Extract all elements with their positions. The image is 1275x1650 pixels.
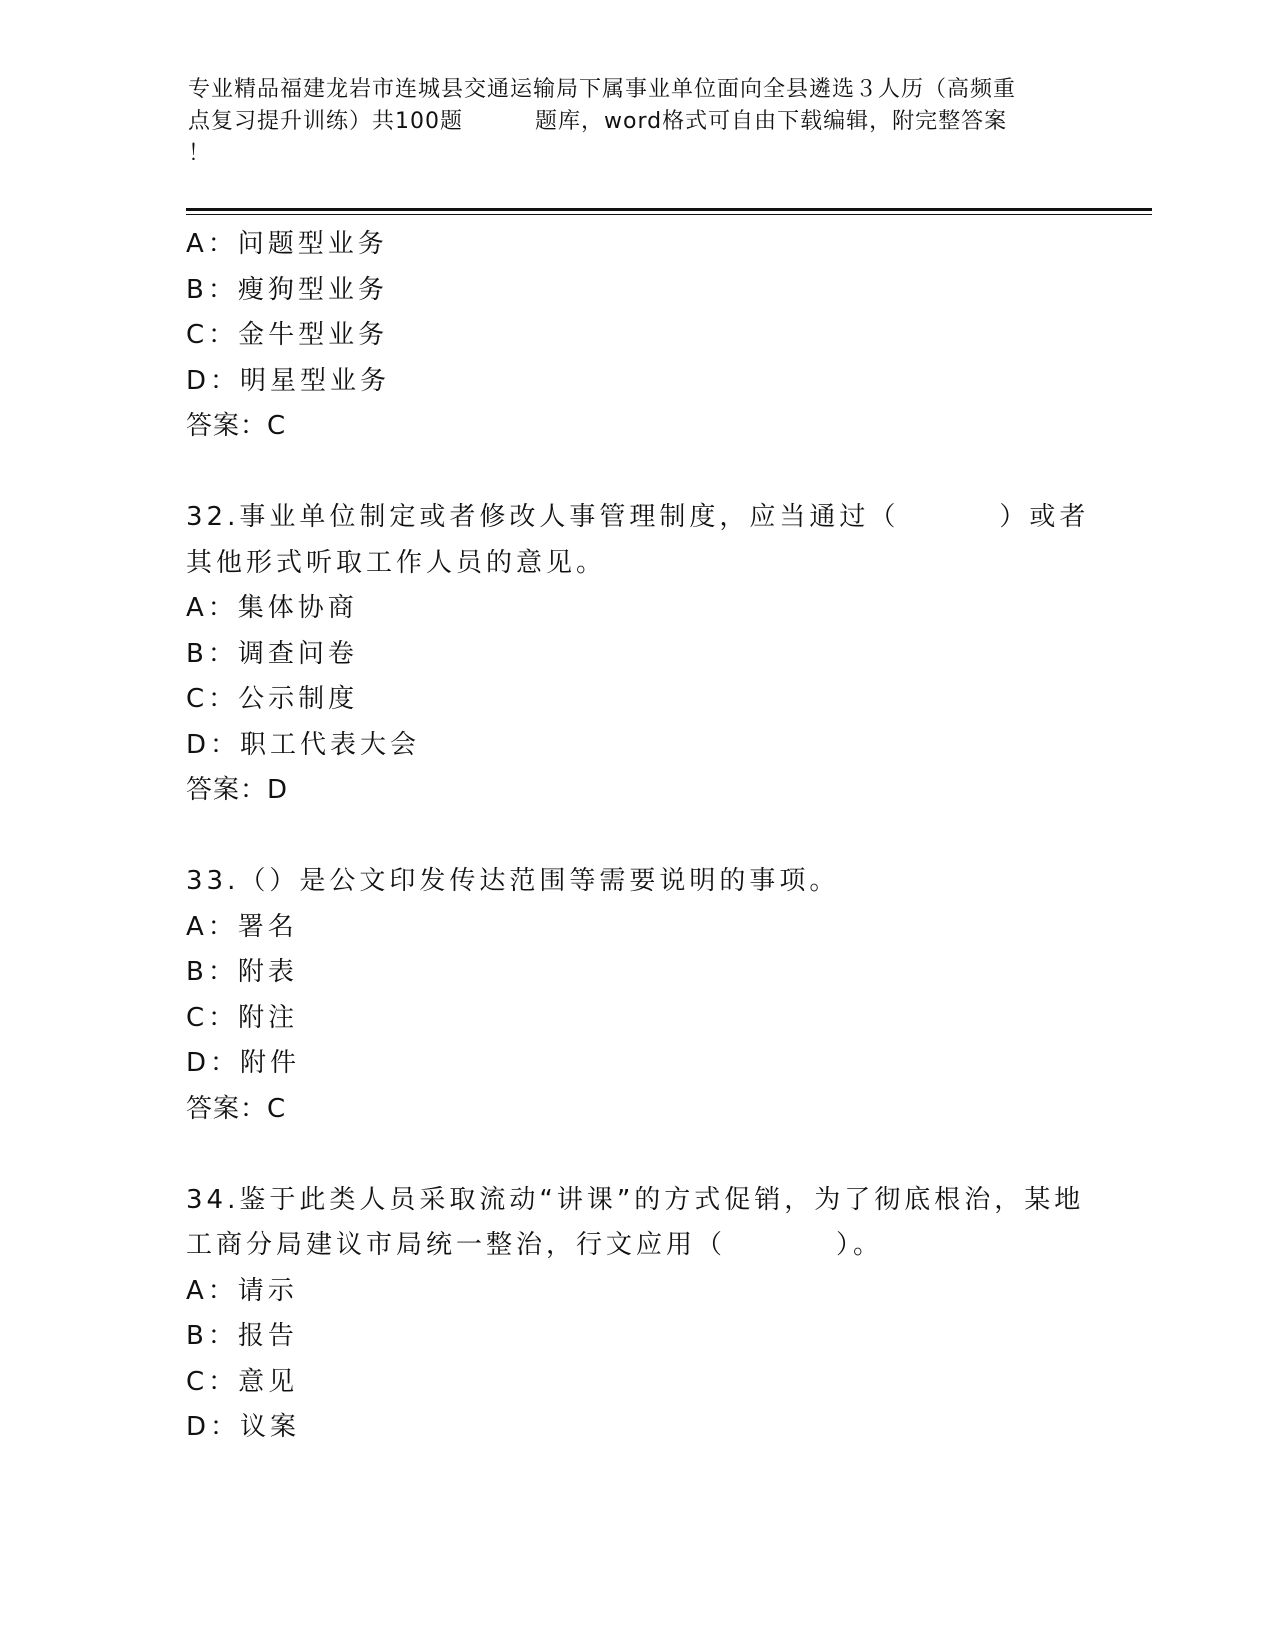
answer: 答案：C [186,1093,287,1124]
header-line-2-end: 题库，word格式可自由下载编辑，附完整答案 [535,109,1008,134]
header-line-2 [188,106,1088,138]
question-34 [186,1178,1086,1451]
stem-start: 32.事业单位制定或者修改人事管理制度，应当通过（ [186,502,900,532]
header-line-1: 专业精品福建龙岩市连城县交通运输局下属事业单位面向全县遴选３人历（高频重 [188,77,1017,102]
stem-end: ）。 [836,1230,884,1260]
question-31 [186,222,1086,450]
option-c: C：金牛型业务 [186,320,389,350]
option-a: A：集体协商 [186,593,358,623]
option-a: A：请示 [186,1275,298,1306]
header-line-2-start: 点复习提升训练）共100题 [188,109,463,134]
option-a: A：问题型业务 [186,229,388,259]
header-line-3: ！ [188,141,212,166]
option-d: D：明星型业务 [186,365,391,396]
option-d: D：职工代表大会 [186,729,421,760]
option-a: A：署名 [186,911,298,942]
question-stem [186,495,1090,541]
option-c: C：公示制度 [186,684,359,714]
question-stem: 33.（）是公文印发传达范围等需要说明的事项。 [186,866,840,896]
answer: 答案：C [186,411,287,441]
header-rule-thin [186,214,1152,215]
header-rule-thick [186,208,1152,211]
option-b: B：附表 [186,957,298,987]
option-c: C：附注 [186,1002,299,1033]
question-32 [186,495,1090,814]
option-d: D：议案 [186,1412,301,1442]
question-stem-cont [186,1223,1086,1269]
stem-start: 工商分局建议市局统一整治，行文应用（ [186,1230,727,1260]
question-33 [186,859,1086,1132]
option-b: B：报告 [186,1321,298,1351]
option-b: B：调查问卷 [186,638,358,669]
stem-end: ）或者 [999,502,1090,532]
question-list [186,222,1090,1451]
option-b: B：瘦狗型业务 [186,274,388,305]
question-stem: 34.鉴于此类人员采取流动“讲课”的方式促销，为了彻底根治，某地 [186,1184,1085,1215]
answer: 答案：D [186,775,289,805]
question-stem-cont: 其他形式听取工作人员的意见。 [186,547,607,578]
document-header [188,74,1088,170]
option-c: C：意见 [186,1366,299,1397]
option-d: D：附件 [186,1048,301,1078]
